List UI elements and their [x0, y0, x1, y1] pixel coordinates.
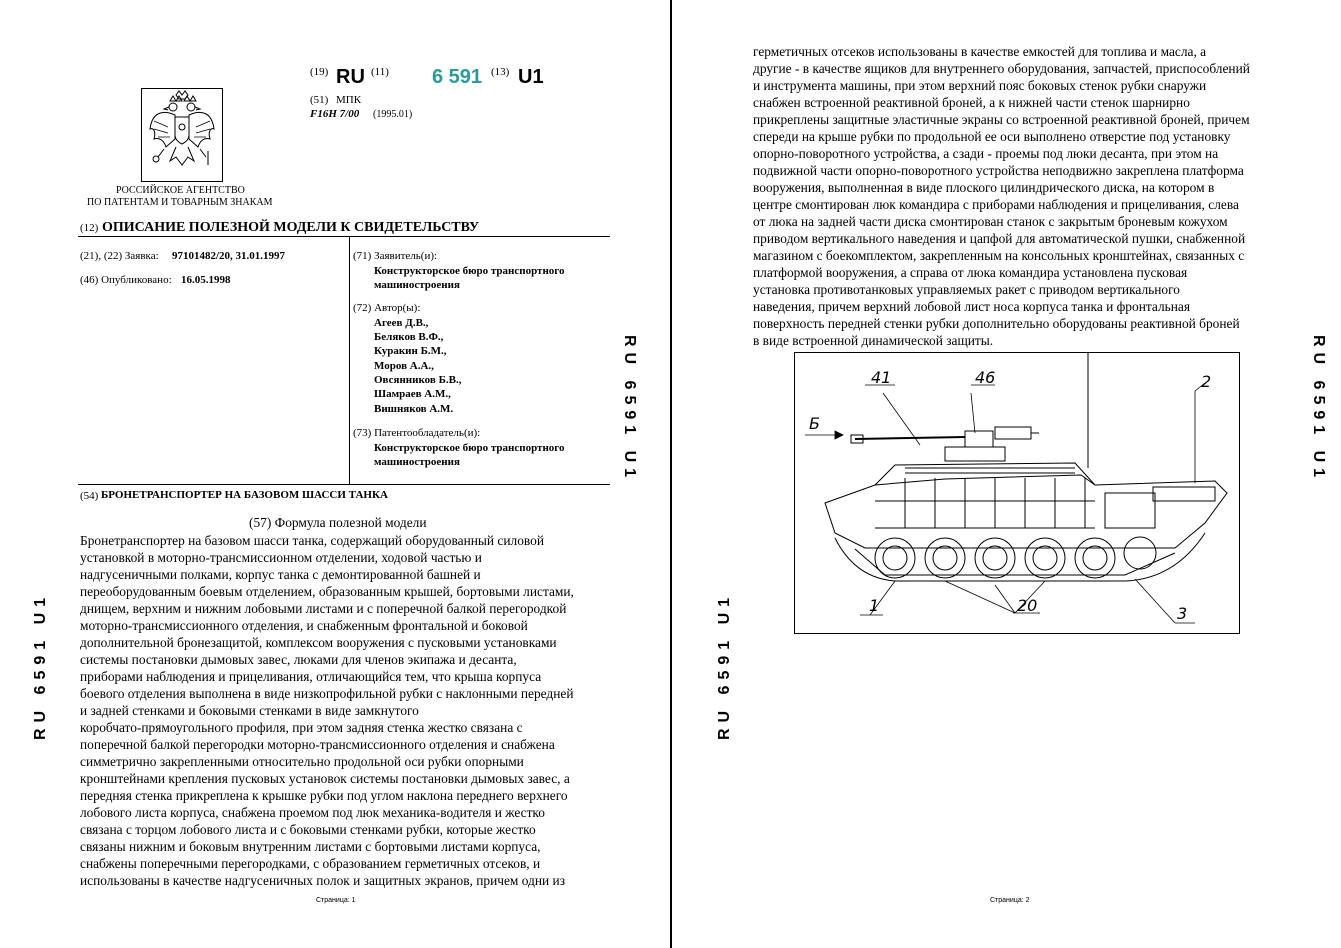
text-line: установкой в моторно-трансмиссионном отделении, ходовой частью и — [80, 550, 482, 565]
technical-drawing-figure — [794, 352, 1240, 634]
author-name: Моров А.А., — [374, 360, 434, 372]
claim-text-page1 — [80, 532, 574, 889]
mpk-year: (1995.01) — [373, 109, 413, 120]
author-name: Беляков В.Ф., — [374, 331, 444, 343]
published-label: (46) Опубликовано: — [80, 274, 172, 286]
text-line: опорно-поворотного устройства, а сзади - проемы под люки десанта, при этом на — [753, 146, 1219, 161]
text-line: моторно-трансмиссионного отделения, и снабженным фронтальной и боковой — [80, 618, 528, 633]
author-name: Шамраев А.М., — [374, 388, 451, 400]
authors-label: (72) Автор(ы): — [353, 302, 421, 314]
text-line: наведения, причем верхний лобовой лист носа корпуса танка и фронтальная — [753, 299, 1190, 314]
published-value: 16.05.1998 — [181, 274, 231, 286]
text-line: передняя стенка прикреплена к крышке рубки под углом наклона переднего верхнего — [80, 788, 568, 803]
patent-number: 6 591 — [432, 66, 483, 88]
text-line: связана с торцом лобового листа и с боковыми стенками рубки, которые жестко — [80, 822, 536, 837]
text-line: спереди на крыше рубки по продольной ее оси выполнено отверстие под установку — [753, 129, 1231, 144]
armored-vehicle-drawing — [795, 353, 1239, 633]
author-name: Агеев Д.В., — [374, 317, 429, 329]
author-name: Вишняков А.М. — [374, 403, 454, 415]
text-line: поперечной балкой перегородки моторно-трансмиссионного отделения и снабжена — [80, 737, 555, 752]
text-line: снабжен встроенной реактивной броней, а к нижней части стенок шарнирно — [753, 95, 1190, 110]
claim-text-page2 — [753, 43, 1250, 349]
inid-code-11: (11) — [371, 66, 389, 78]
mpk-label: МПК — [336, 94, 362, 106]
text-line: системы постановки дымовых завес, люками для членов экипажа и десанта, — [80, 652, 517, 667]
hull-outline — [825, 475, 1227, 548]
text-line: платформой вооружения, а справа от люка командира установлена пусковая — [753, 265, 1188, 280]
drawing-label-46: 46 — [975, 368, 996, 387]
text-line: и задней стенками и боковыми стенками в виде замкнутого — [80, 703, 419, 718]
text-line: надгусеничными полками, корпус танка с демонтированной башней и — [80, 567, 481, 582]
owner-line: машиностроения — [374, 456, 460, 468]
road-wheels — [875, 537, 1156, 578]
double-headed-eagle-icon — [142, 89, 222, 181]
text-line: днищем, верхним и нижним лобовыми листами и с поперечной балкой перегородкой — [80, 601, 567, 616]
text-line: герметичных отсеков использованы в качестве емкостей для топлива и масла, а — [753, 44, 1207, 59]
weapon-platform — [945, 447, 1005, 461]
mpk-class: F16H 7/00 — [310, 108, 360, 120]
text-line: симметрично закрепленными относительно продольной оси рубки опорными — [80, 754, 524, 769]
applicant-line: Конструкторское бюро транспортного — [374, 265, 565, 277]
inid-code-13: (13) — [491, 66, 510, 78]
agency-name-line1: РОССИЙСКОЕ АГЕНТСТВО — [116, 185, 245, 196]
drawing-label-20: 20 — [1017, 596, 1038, 615]
utility-model-title: БРОНЕТРАНСПОРТЕР НА БАЗОВОМ ШАССИ ТАНКА — [101, 489, 388, 501]
autocannon-barrel — [855, 437, 965, 439]
document-title: ОПИСАНИЕ ПОЛЕЗНОЙ МОДЕЛИ К СВИДЕТЕЛЬСТВУ — [102, 220, 480, 235]
text-line: боевого отделения выполнена в виде низкопрофильной рубки с наклонными передней — [80, 686, 574, 701]
text-line: другие - в качестве ящиков для внутреннего оборудования, запчастей, приспособлений — [753, 61, 1250, 76]
text-line: в виде встроенной динамической защиты. — [753, 333, 994, 348]
owner-label: (73) Патентообладатель(и): — [353, 427, 481, 439]
page-number-footer: Страница: 2 — [990, 897, 1030, 904]
application-value: 97101482/20, 31.01.1997 — [172, 250, 286, 262]
atgm-launcher — [995, 427, 1031, 439]
inid-code-19: (19) — [310, 66, 329, 78]
text-line: дополнительной бронезащитой, комплексом вооружения с пусковыми установками — [80, 635, 557, 650]
state-emblem — [141, 88, 223, 182]
drawing-label-arrow: Б — [809, 414, 820, 433]
inid-code-12: (12) — [80, 222, 99, 234]
text-line: вооружения, выполненная в виде плоского цилиндрического диска, на котором в — [753, 180, 1215, 195]
text-line: установка противотанковых управляемых ракет с приводом вертикального — [753, 282, 1180, 297]
text-line: приборами наблюдения и прицеливания, отличающийся тем, что крыша корпуса — [80, 669, 542, 684]
owner-line: Конструкторское бюро транспортного — [374, 442, 565, 454]
title-rule — [78, 236, 610, 237]
kind-code: U1 — [518, 66, 544, 88]
inid-code-51: (51) — [310, 94, 329, 106]
page-number-footer: Страница: 1 — [316, 897, 356, 904]
text-line: связаны нижним и боковым внутренним листами с бортовыми листами корпуса, — [80, 839, 541, 854]
drawing-label-3: 3 — [1177, 604, 1188, 623]
applicant-label: (71) Заявитель(и): — [353, 250, 438, 262]
leader-3 — [1135, 579, 1175, 623]
author-name: Овсянников Б.В., — [374, 374, 462, 386]
text-line: кронштейнами крепления пусковых установок системы постановки дымовых завес, а — [80, 771, 570, 786]
text-line: центре смонтирован люк командира с приборами наблюдения и прицеливания, слева — [753, 197, 1239, 212]
biblio-bottom-rule — [78, 484, 610, 485]
text-line: поверхность передней стенки рубки дополнительно оборудованы реактивной броней — [753, 316, 1240, 331]
side-label-right: RU 6591 U1 — [1310, 335, 1327, 484]
text-line: Бронетранспортер на базовом шасси танка, содержащий оборудованный силовой — [80, 533, 544, 548]
text-line: подвижной части опорно-поворотного устройства неподвижно закреплена платформа — [753, 163, 1244, 178]
text-line: коробчато-прямоугольного профиля, при этом задняя стенка жестко связана с — [80, 720, 523, 735]
formula-heading: (57) Формула полезной модели — [249, 515, 427, 530]
drawing-label-2: 2 — [1201, 372, 1212, 391]
text-line: и инструмента машины, при этом верхний пояс боковых стенок рубки снаружи — [753, 78, 1207, 93]
application-label: (21), (22) Заявка: — [80, 250, 159, 262]
text-line: магазином с боекомплектом, закрепленным на консольных кронштейнах, связанных с — [753, 248, 1245, 263]
text-line: снабжены поперечными перегородками, с образованием герметичных отсеков, и — [80, 856, 541, 871]
text-line: приводом вертикального наведения и цапфой для автоматической пушки, снабженной — [753, 231, 1246, 246]
text-line: переоборудованным боевым отделением, образованным крышей, бортовыми листами, — [80, 584, 574, 599]
side-label-right: RU 6591 U1 — [621, 335, 638, 484]
column-divider — [349, 237, 350, 484]
author-name: Куракин Б.М., — [374, 345, 447, 357]
text-line: прикреплены защитные эластичные экраны со встроенной реактивной броней, причем — [753, 112, 1250, 127]
inid-code-54: (54) — [80, 490, 99, 502]
side-label-left: RU 6591 U1 — [32, 591, 49, 740]
drawing-label-1: 1 — [869, 596, 880, 615]
side-label-left: RU 6591 U1 — [716, 591, 733, 740]
applicant-line: машиностроения — [374, 279, 460, 291]
country-code: RU — [336, 66, 365, 88]
text-line: использованы в качестве надгусеничных полок и защитных экранов, причем одни из — [80, 873, 565, 888]
patent-page-1 — [0, 0, 670, 948]
leader-46 — [971, 393, 975, 433]
drawing-label-41: 41 — [871, 368, 892, 387]
text-line: лобового листа корпуса, снабжена проемом под люк механика-водителя и жестко — [80, 805, 545, 820]
agency-name-line2: ПО ПАТЕНТАМ И ТОВАРНЫМ ЗНАКАМ — [87, 197, 273, 208]
text-line: от люка на задней части диска смонтирован станок с закрытым броневым кожухом — [753, 214, 1228, 229]
